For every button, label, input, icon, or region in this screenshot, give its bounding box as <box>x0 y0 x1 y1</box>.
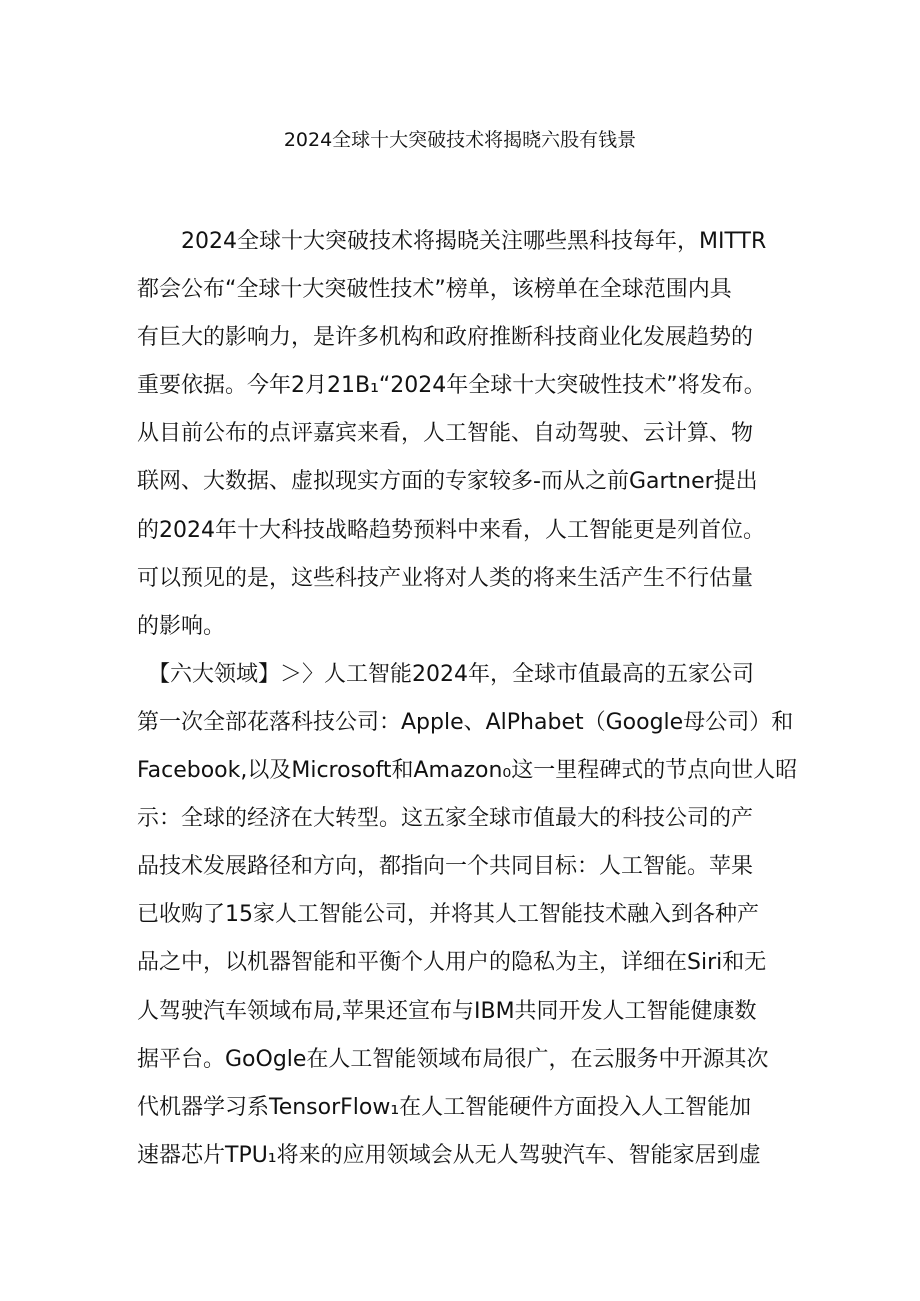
text-line: 联网、大数据、虚拟现实方面的专家较多-而从之前Gartner提出 <box>137 469 758 495</box>
text-line: 从目前公布的点评嘉宾来看，人工智能、自动驾驶、云计算、物 <box>137 421 754 447</box>
text-line: 【六大领域】＞〉人工智能2024年，全球市值最高的五家公司 <box>137 661 754 687</box>
text-line: 据平台。GoOgle在人工智能领域布局很广，在云服务中开源其次 <box>137 1046 769 1072</box>
text-line: 速器芯片TPU₁将来的应用领域会从无人驾驶汽车、智能家居到虚 <box>137 1142 761 1168</box>
text-line: 已收购了15家人工智能公司，并将其人工智能技术融入到各种产 <box>137 902 759 928</box>
text-line: 的2024年十大科技战略趋势预料中来看，人工智能更是列首位。 <box>137 517 765 543</box>
text-line: 重要依据。今年2月21B₁“2024年全球十大突破性技术”将发布。 <box>137 373 766 399</box>
text-line: 有巨大的影响力，是许多机构和政府推断科技商业化发展趋势的 <box>137 325 754 351</box>
paragraph-six-fields <box>137 651 797 1180</box>
document-body <box>137 218 797 1180</box>
paragraph-intro <box>137 218 797 651</box>
text-line: 人驾驶汽车领域布局,苹果还宣布与IBM共同开发人工智能健康数 <box>137 998 757 1024</box>
text-line: 第一次全部花落科技公司：Apple、AlPhabet（Google母公司）和 <box>137 709 794 735</box>
text-line: 品技术发展路径和方向，都指向一个共同目标：人工智能。苹果 <box>137 854 754 880</box>
document-title: 2024全球十大突破技术将揭晓六股有钱景 <box>283 129 637 151</box>
text-line: 可以预见的是，这些科技产业将对人类的将来生活产生不行估量 <box>137 565 754 591</box>
text-line: 品之中，以机器智能和平衡个人用户的隐私为主，详细在Siri和无 <box>137 950 767 976</box>
text-line: 代机器学习系TensorFlow₁在人工智能硬件方面投入人工智能加 <box>137 1094 752 1120</box>
text-line: 2024全球十大突破技术将揭晓关注哪些黑科技每年，MITTR <box>137 229 767 254</box>
text-line: 都会公布“全球十大突破性技术”榜单，该榜单在全球范围内具 <box>137 277 732 303</box>
text-line: 示：全球的经济在大转型。这五家全球市值最大的科技公司的产 <box>137 806 754 832</box>
text-line: Facebook,以及Microsoft和Amazon₀这一里程碑式的节点向世人昭 <box>137 758 797 784</box>
text-line: 的影响。 <box>137 613 226 639</box>
